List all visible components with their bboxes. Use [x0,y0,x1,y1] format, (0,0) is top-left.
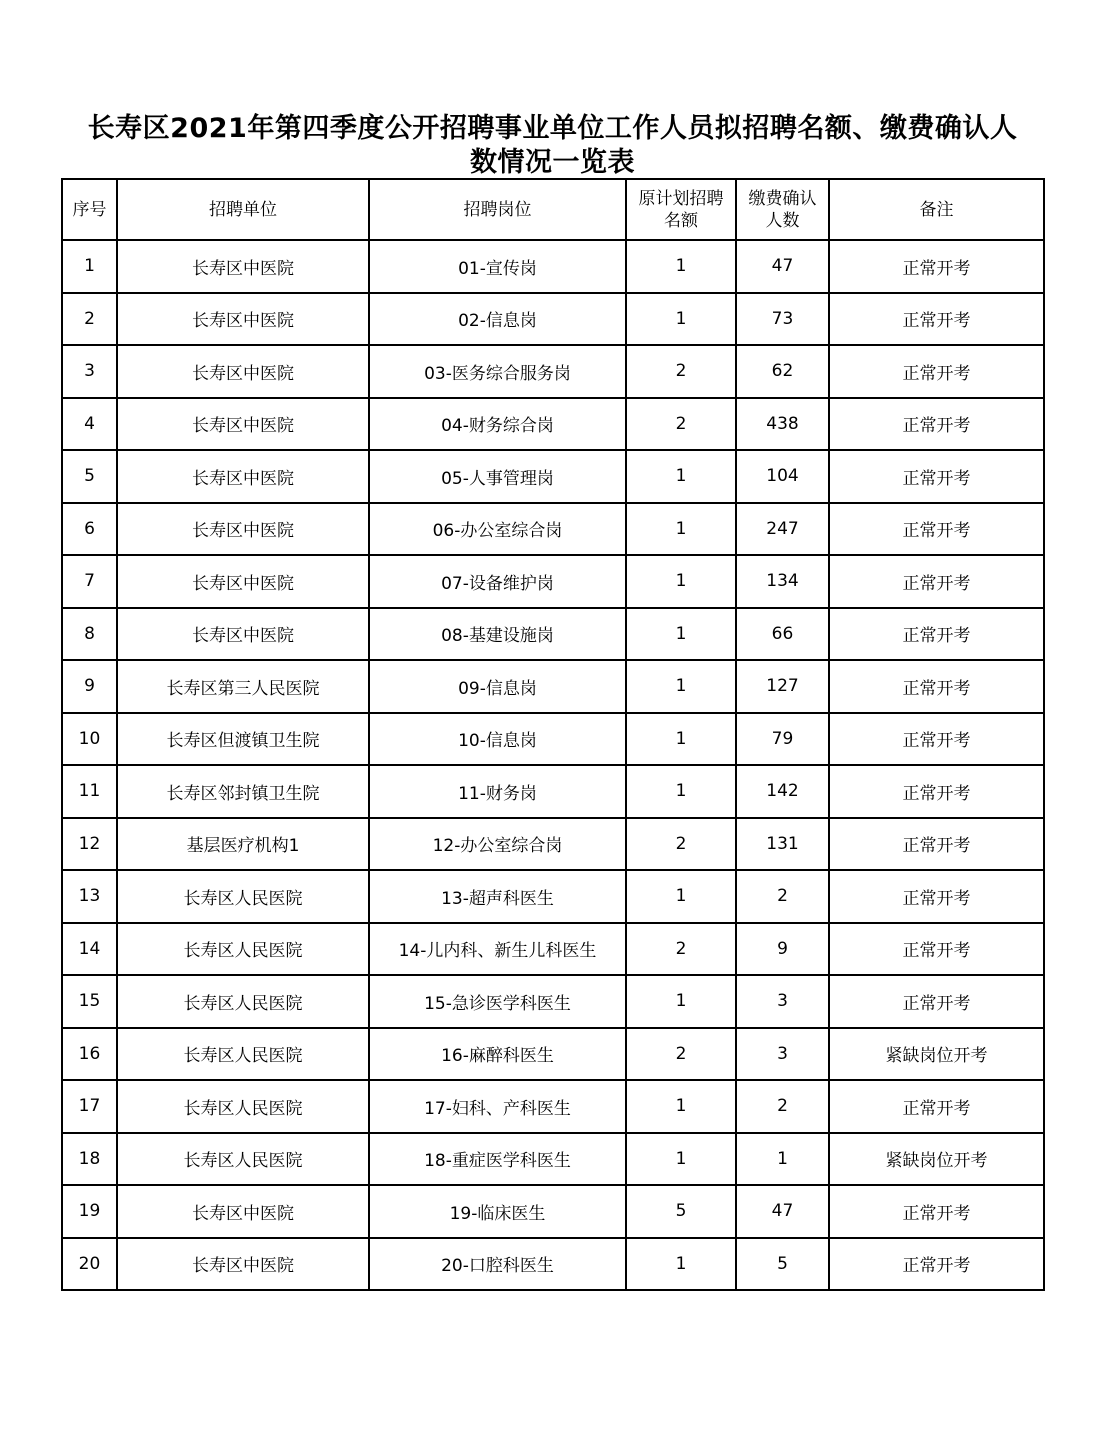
cell-confirmed: 79 [736,713,829,766]
cell-remark: 正常开考 [829,345,1044,398]
cell-planned: 1 [626,240,736,293]
cell-planned: 1 [626,1080,736,1133]
cell-position: 16-麻醉科医生 [369,1028,626,1081]
cell-position: 15-急诊医学科医生 [369,975,626,1028]
cell-remark: 正常开考 [829,293,1044,346]
cell-index: 5 [62,450,117,503]
cell-remark: 正常开考 [829,503,1044,556]
table-row [62,870,1044,923]
cell-unit: 长寿区中医院 [117,555,369,608]
cell-remark: 正常开考 [829,240,1044,293]
cell-remark: 正常开考 [829,398,1044,451]
header-confirmed-text: 缴费确认人数 [748,188,817,231]
cell-remark: 紧缺岗位开考 [829,1028,1044,1081]
cell-planned: 2 [626,818,736,871]
cell-remark: 正常开考 [829,765,1044,818]
cell-unit: 长寿区人民医院 [117,1133,369,1186]
cell-index: 18 [62,1133,117,1186]
cell-position: 17-妇科、产科医生 [369,1080,626,1133]
cell-planned: 1 [626,293,736,346]
header-planned-text: 原计划招聘名额 [638,188,724,231]
cell-index: 11 [62,765,117,818]
cell-index: 13 [62,870,117,923]
cell-unit: 长寿区人民医院 [117,1080,369,1133]
cell-planned: 5 [626,1185,736,1238]
header-remark: 备注 [829,179,1044,240]
cell-confirmed: 104 [736,450,829,503]
table-row [62,765,1044,818]
page-title-line-1: 长寿区2021年第四季度公开招聘事业单位工作人员拟招聘名额、缴费确认人 [87,113,1018,144]
cell-index: 7 [62,555,117,608]
page-title-line-2: 数情况一览表 [470,147,635,178]
cell-confirmed: 438 [736,398,829,451]
cell-index: 9 [62,660,117,713]
cell-confirmed: 5 [736,1238,829,1291]
cell-remark: 正常开考 [829,450,1044,503]
cell-confirmed: 127 [736,660,829,713]
table-row [62,345,1044,398]
cell-index: 10 [62,713,117,766]
cell-remark: 正常开考 [829,870,1044,923]
cell-position: 03-医务综合服务岗 [369,345,626,398]
cell-remark: 正常开考 [829,1238,1044,1291]
table-header-row [62,179,1044,240]
cell-unit: 长寿区中医院 [117,240,369,293]
cell-position: 08-基建设施岗 [369,608,626,661]
cell-position: 12-办公室综合岗 [369,818,626,871]
cell-confirmed: 47 [736,240,829,293]
cell-planned: 1 [626,975,736,1028]
cell-unit: 长寿区人民医院 [117,870,369,923]
cell-confirmed: 134 [736,555,829,608]
table-row [62,660,1044,713]
header-unit: 招聘单位 [117,179,369,240]
cell-confirmed: 9 [736,923,829,976]
cell-planned: 1 [626,1133,736,1186]
cell-planned: 1 [626,713,736,766]
cell-unit: 长寿区邻封镇卫生院 [117,765,369,818]
table-row [62,1238,1044,1291]
cell-unit: 基层医疗机构1 [117,818,369,871]
cell-position: 01-宣传岗 [369,240,626,293]
cell-confirmed: 3 [736,975,829,1028]
table-row [62,975,1044,1028]
table-row [62,450,1044,503]
cell-confirmed: 247 [736,503,829,556]
cell-unit: 长寿区但渡镇卫生院 [117,713,369,766]
table-row [62,240,1044,293]
table-row [62,503,1044,556]
cell-confirmed: 2 [736,1080,829,1133]
cell-planned: 1 [626,660,736,713]
cell-position: 20-口腔科医生 [369,1238,626,1291]
table-row [62,1133,1044,1186]
cell-index: 3 [62,345,117,398]
page-title [40,112,1065,180]
cell-index: 19 [62,1185,117,1238]
cell-index: 17 [62,1080,117,1133]
cell-index: 14 [62,923,117,976]
table-row [62,398,1044,451]
cell-confirmed: 3 [736,1028,829,1081]
cell-position: 05-人事管理岗 [369,450,626,503]
table-row [62,608,1044,661]
cell-index: 6 [62,503,117,556]
cell-confirmed: 66 [736,608,829,661]
table-row [62,555,1044,608]
cell-position: 06-办公室综合岗 [369,503,626,556]
cell-confirmed: 47 [736,1185,829,1238]
cell-unit: 长寿区中医院 [117,293,369,346]
cell-confirmed: 142 [736,765,829,818]
cell-remark: 正常开考 [829,1185,1044,1238]
cell-position: 19-临床医生 [369,1185,626,1238]
cell-index: 1 [62,240,117,293]
cell-unit: 长寿区中医院 [117,345,369,398]
cell-position: 04-财务综合岗 [369,398,626,451]
cell-unit: 长寿区人民医院 [117,923,369,976]
cell-index: 2 [62,293,117,346]
cell-index: 4 [62,398,117,451]
header-planned [626,179,736,240]
cell-unit: 长寿区第三人民医院 [117,660,369,713]
cell-planned: 2 [626,345,736,398]
cell-position: 07-设备维护岗 [369,555,626,608]
cell-unit: 长寿区中医院 [117,608,369,661]
table-row [62,1080,1044,1133]
cell-index: 12 [62,818,117,871]
cell-planned: 1 [626,555,736,608]
cell-position: 09-信息岗 [369,660,626,713]
table-row [62,713,1044,766]
cell-planned: 2 [626,923,736,976]
cell-planned: 1 [626,450,736,503]
cell-remark: 正常开考 [829,1080,1044,1133]
cell-planned: 2 [626,1028,736,1081]
cell-remark: 正常开考 [829,818,1044,871]
cell-unit: 长寿区中医院 [117,450,369,503]
cell-confirmed: 1 [736,1133,829,1186]
cell-remark: 正常开考 [829,975,1044,1028]
header-index: 序号 [62,179,117,240]
table-row [62,818,1044,871]
cell-unit: 长寿区中医院 [117,1238,369,1291]
cell-position: 13-超声科医生 [369,870,626,923]
table-row [62,1185,1044,1238]
cell-position: 11-财务岗 [369,765,626,818]
header-confirmed [736,179,829,240]
cell-remark: 正常开考 [829,923,1044,976]
cell-planned: 1 [626,608,736,661]
cell-confirmed: 131 [736,818,829,871]
cell-position: 14-儿内科、新生儿科医生 [369,923,626,976]
cell-remark: 紧缺岗位开考 [829,1133,1044,1186]
cell-remark: 正常开考 [829,660,1044,713]
table-row [62,1028,1044,1081]
cell-position: 02-信息岗 [369,293,626,346]
cell-remark: 正常开考 [829,608,1044,661]
recruitment-table [61,178,1045,1291]
cell-index: 16 [62,1028,117,1081]
header-position: 招聘岗位 [369,179,626,240]
cell-planned: 2 [626,398,736,451]
cell-confirmed: 73 [736,293,829,346]
cell-index: 15 [62,975,117,1028]
table-row [62,923,1044,976]
cell-unit: 长寿区人民医院 [117,1028,369,1081]
cell-position: 18-重症医学科医生 [369,1133,626,1186]
cell-planned: 1 [626,503,736,556]
cell-index: 20 [62,1238,117,1291]
cell-confirmed: 62 [736,345,829,398]
cell-index: 8 [62,608,117,661]
cell-planned: 1 [626,765,736,818]
cell-unit: 长寿区人民医院 [117,975,369,1028]
cell-position: 10-信息岗 [369,713,626,766]
cell-planned: 1 [626,870,736,923]
table-row [62,293,1044,346]
cell-unit: 长寿区中医院 [117,1185,369,1238]
cell-confirmed: 2 [736,870,829,923]
cell-remark: 正常开考 [829,555,1044,608]
cell-remark: 正常开考 [829,713,1044,766]
cell-unit: 长寿区中医院 [117,503,369,556]
cell-unit: 长寿区中医院 [117,398,369,451]
cell-planned: 1 [626,1238,736,1291]
